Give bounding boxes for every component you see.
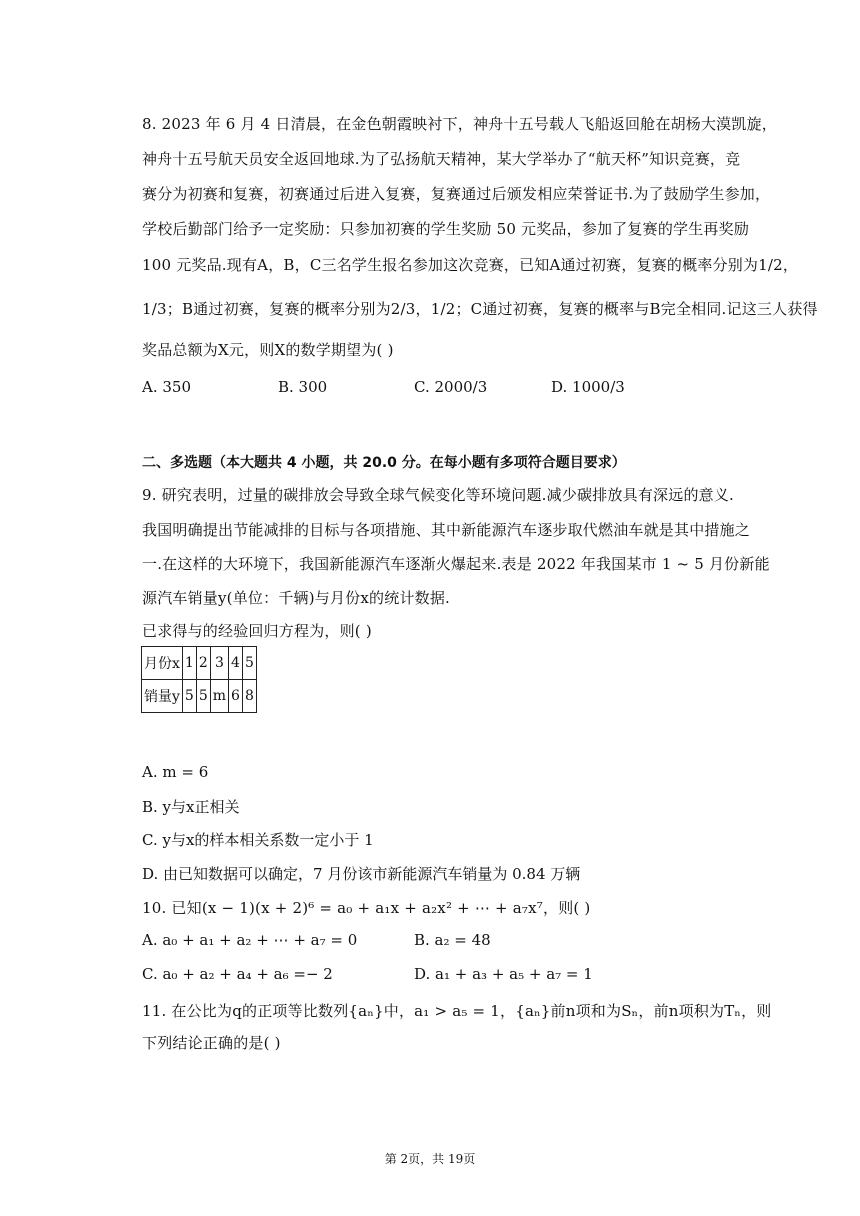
- q8-option-d: D. 1000/3: [551, 378, 625, 396]
- q8-option-b: B. 300: [278, 378, 328, 396]
- q11-line-1: 11. 在公比为q的正项等比数列{aₙ}中，a₁ > a₅ = 1，{aₙ}前n项和为Sₙ，前n项积为Tₙ，则: [142, 1002, 772, 1020]
- q9-line-5: 已求得与的经验回归方程为，则( ): [142, 622, 372, 640]
- section-heading-multiple-choice: 二、多选题（本大题共 4 小题，共 20.0 分。在每小题有多项符合题目要求）: [142, 455, 626, 471]
- table-cell: 1: [182, 647, 196, 680]
- q9-line-3: 一.在这样的大环境下，我国新能源汽车逐渐火爆起来.表是 2022 年我国某市 1 ~ 5 月份新能: [142, 555, 770, 573]
- q8-line-4: 学校后勤部门给予一定奖励：只参加初赛的学生奖励 50 元奖品，参加了复赛的学生再奖励: [142, 220, 750, 238]
- q8-line-1: 8. 2023 年 6 月 4 日清晨，在金色朝霞映衬下，神舟十五号载人飞船返回舱在胡杨大漠凯旋，: [142, 115, 777, 133]
- q10-option-b: B. a₂ = 48: [414, 931, 491, 949]
- table-header-sales: 销量y: [142, 680, 183, 713]
- q11-line-2: 下列结论正确的是( ): [142, 1034, 281, 1052]
- q9-line-4: 源汽车销量y(单位：千辆)与月份x的统计数据.: [142, 589, 451, 607]
- q10-option-c: C. a₀ + a₂ + a₄ + a₆ =− 2: [142, 965, 333, 983]
- table-cell: 6: [229, 680, 243, 713]
- q9-option-b: B. y与x正相关: [142, 798, 240, 816]
- table-cell: 4: [229, 647, 243, 680]
- q9-line-1: 9. 研究表明，过量的碳排放会导致全球气候变化等环境问题.减少碳排放具有深远的意义.: [142, 486, 735, 504]
- q8-line-7: 奖品总额为X元，则X的数学期望为( ): [142, 341, 394, 359]
- q9-line-2: 我国明确提出节能减排的目标与各项措施、其中新能源汽车逐步取代燃油车就是其中措施之: [142, 521, 751, 539]
- table-cell: 3: [210, 647, 228, 680]
- q10-stem: 10. 已知(x − 1)(x + 2)⁶ = a₀ + a₁x + a₂x² + ⋯ + a₇x⁷，则( ): [142, 899, 591, 917]
- q8-option-c: C. 2000/3: [414, 378, 488, 396]
- q8-line-6: 1/3；B通过初赛，复赛的概率分别为2/3，1/2；C通过初赛，复赛的概率与B完全相同.记这三人获得: [142, 300, 818, 318]
- table-cell: 5: [196, 680, 210, 713]
- table-cell: m: [210, 680, 228, 713]
- table-row-sales: [142, 680, 257, 713]
- page-number-footer: 第 2页，共 19页: [384, 1152, 476, 1166]
- table-row-month: [142, 647, 257, 680]
- q9-option-c: C. y与x的样本相关系数一定小于 1: [142, 831, 374, 849]
- table-cell: 5: [182, 680, 196, 713]
- q8-line-5: 100 元奖品.现有A，B，C三名学生报名参加这次竞赛，已知A通过初赛，复赛的概率分别为1/2，: [142, 256, 799, 274]
- q9-option-d: D. 由已知数据可以确定，7 月份该市新能源汽车销量为 0.84 万辆: [142, 865, 581, 883]
- q8-option-a: A. 350: [142, 378, 191, 396]
- q9-option-a: A. m = 6: [142, 763, 209, 781]
- q8-line-3: 赛分为初赛和复赛，初赛通过后进入复赛，复赛通过后颁发相应荣誉证书.为了鼓励学生参加，: [142, 185, 771, 203]
- table-cell: 5: [242, 647, 256, 680]
- q8-line-2: 神舟十五号航天员安全返回地球.为了弘扬航天精神，某大学举办了“航天杯”知识竞赛，竞: [142, 150, 741, 168]
- table-header-month: 月份x: [142, 647, 183, 680]
- table-cell: 2: [196, 647, 210, 680]
- q10-option-a: A. a₀ + a₁ + a₂ + ⋯ + a₇ = 0: [142, 931, 358, 949]
- sales-data-table: [141, 646, 257, 713]
- q10-option-d: D. a₁ + a₃ + a₅ + a₇ = 1: [414, 965, 593, 983]
- table-cell: 8: [242, 680, 256, 713]
